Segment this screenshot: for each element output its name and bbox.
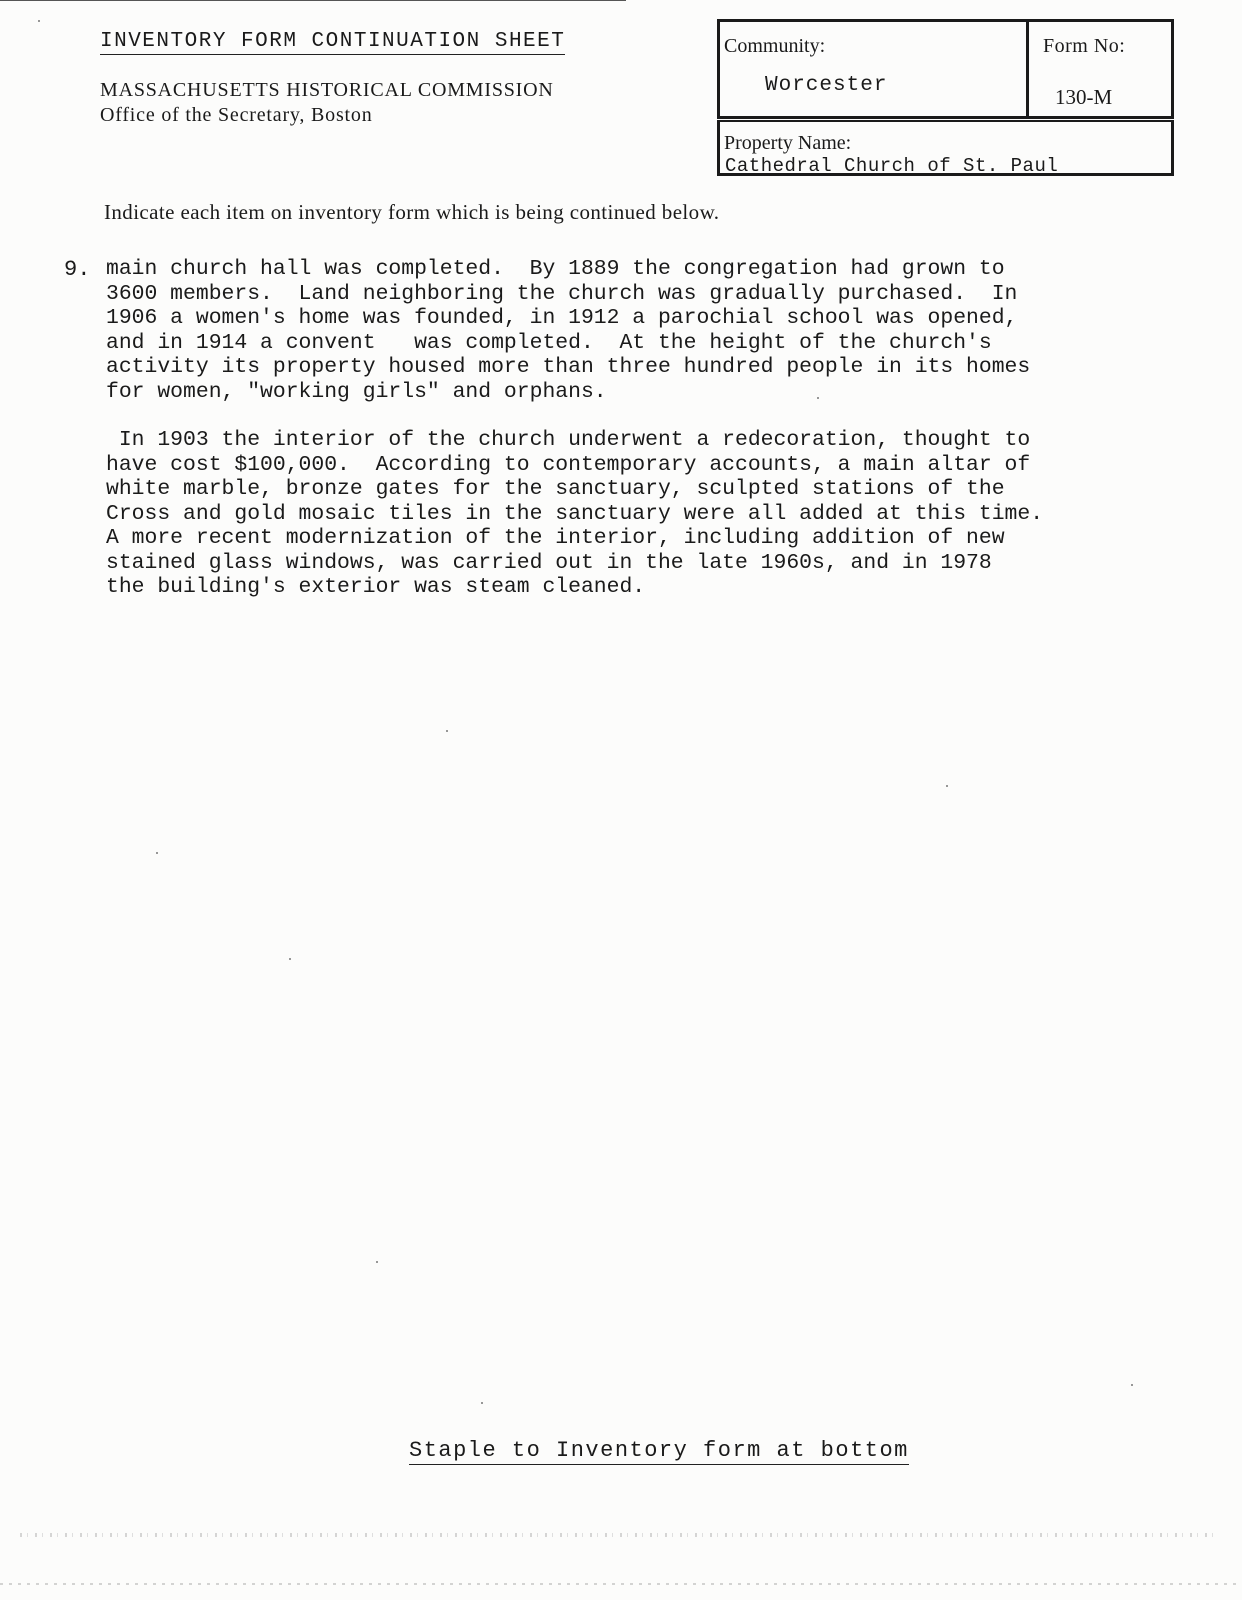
scan-speck [481,1402,483,1404]
form-number-label: Form No: [1043,35,1126,57]
continuation-paragraph-2: In 1903 the interior of the church underwent a redecoration, thought to have cost $100,000. According to contemporary accounts, a main altar of white marble, bronze gates for the sanctuary, sculpted stations of the Cross and gold mosaic tiles in the sanctuary were all added at this time. A more recent modernization of the interior, including addition of new stained glass windows, was carried out in the late 1960s, and in 1978 the building's exterior was steam cleaned. [106,428,1044,599]
item-number: 9. [64,257,91,282]
issuing-organization [100,78,554,128]
scan-speck [289,958,291,960]
form-number-box [1026,19,1174,119]
scan-noise [20,1533,1220,1537]
org-office: Office of the Secretary, Boston [100,104,373,126]
form-number-value: 130-M [1055,85,1113,109]
scan-noise [0,1583,1242,1585]
scan-speck [38,20,40,22]
continuation-paragraph-1: main church hall was completed. By 1889 the congregation had grown to 3600 members. Land neighboring the church was gradually purchased. In 1906 a women's home was founded, in 1912 a parochial school was opened, and in 1914 a convent was completed. At the height of the church's activity its property housed more than three hundred people in its homes for women, "working girls" and orphans. [106,257,1031,404]
scan-speck [446,730,448,732]
scan-speck [156,852,158,854]
property-name-box [717,120,1174,176]
property-name-value: Cathedral Church of St. Paul [725,155,1059,173]
sheet-title: INVENTORY FORM CONTINUATION SHEET [100,30,566,53]
instruction-text: Indicate each item on inventory form which is being continued below. [104,200,720,224]
community-box [717,19,1029,119]
scan-speck [946,785,948,787]
scan-speck [817,397,819,399]
community-label: Community: [724,35,826,57]
scan-speck [376,1261,378,1263]
scan-speck [1131,1384,1133,1386]
property-name-label: Property Name: [724,132,852,154]
org-name: MASSACHUSETTS HISTORICAL COMMISSION [100,79,554,101]
staple-note: Staple to Inventory form at bottom [409,1438,909,1463]
scan-edge-line [0,0,626,1]
community-value: Worcester [765,74,888,97]
